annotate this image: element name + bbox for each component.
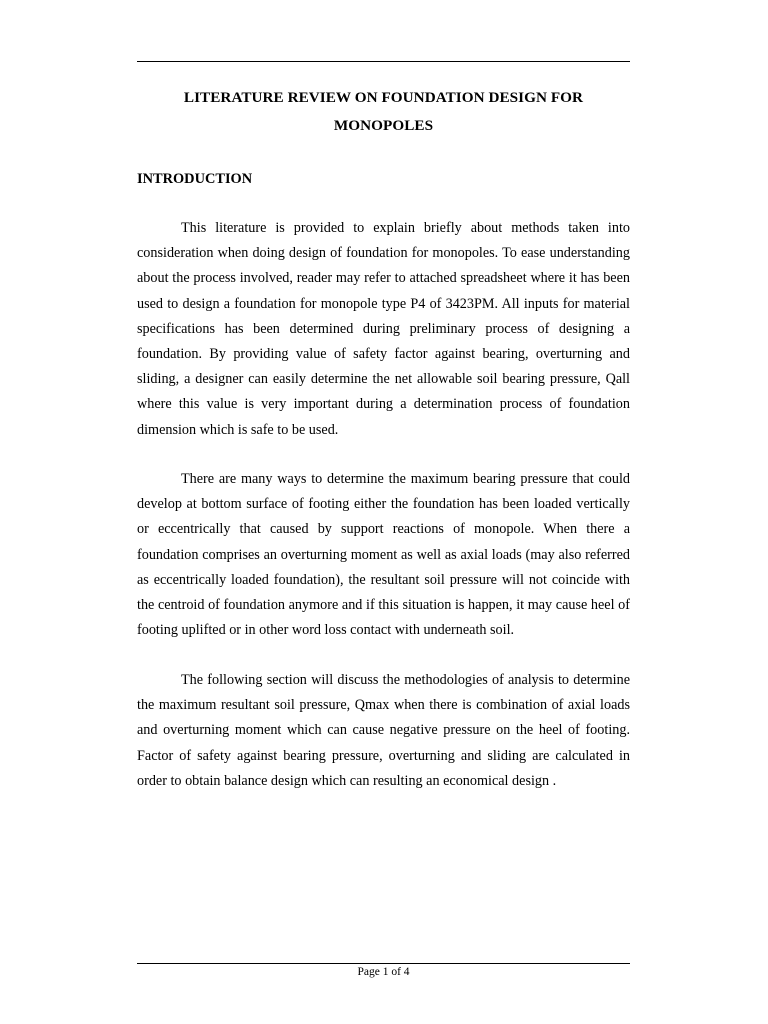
paragraph-2: There are many ways to determine the maximum bearing pressure that could develop at bottom surface of footing either the foundation has been loaded vertically or eccentrically that caused by support reactions of monopole. When there a foundation comprises an overturning moment as well as axial loads (may also referred as eccentrically loaded foundation), the resultant soil pressure will not coincide with the centroid of foundation anymore and if this situation is happen, it may cause heel of footing uplifted or in other word loss contact with underneath soil.	[137, 471, 630, 639]
page-number: Page 1 of 4	[357, 966, 410, 978]
section-heading-introduction: INTRODUCTION	[137, 171, 253, 187]
title-line-2: MONOPOLES	[333, 117, 434, 134]
title-line-1: LITERATURE REVIEW ON FOUNDATION DESIGN FOR	[183, 89, 584, 106]
paragraph-3: The following section will discuss the methodologies of analysis to determine the maximum resultant soil pressure, Qmax when there is combination of axial loads and overturning moment which can cause negative pressure on the heel of footing. Factor of safety against bearing pressure, overturning and sliding are calculated in order to obtain balance design which can resulting an economical design .	[137, 672, 630, 789]
header-rule	[137, 61, 630, 62]
paragraph-1: This literature is provided to explain briefly about methods taken into consideration when doing design of foundation for monopoles. To ease understanding about the process involved, reader may refer to attached spreadsheet where it has been used to design a foundation for monopole type P4 of 3423PM. All inputs for material specifications has been determined during preliminary process of designing a foundation. By providing value of safety factor against bearing, overturning and sliding, a designer can easily determine the net allowable soil bearing pressure, Qall where this value is very important during a determination process of foundation dimension which is safe to be used.	[137, 220, 630, 438]
document-title	[137, 84, 630, 140]
